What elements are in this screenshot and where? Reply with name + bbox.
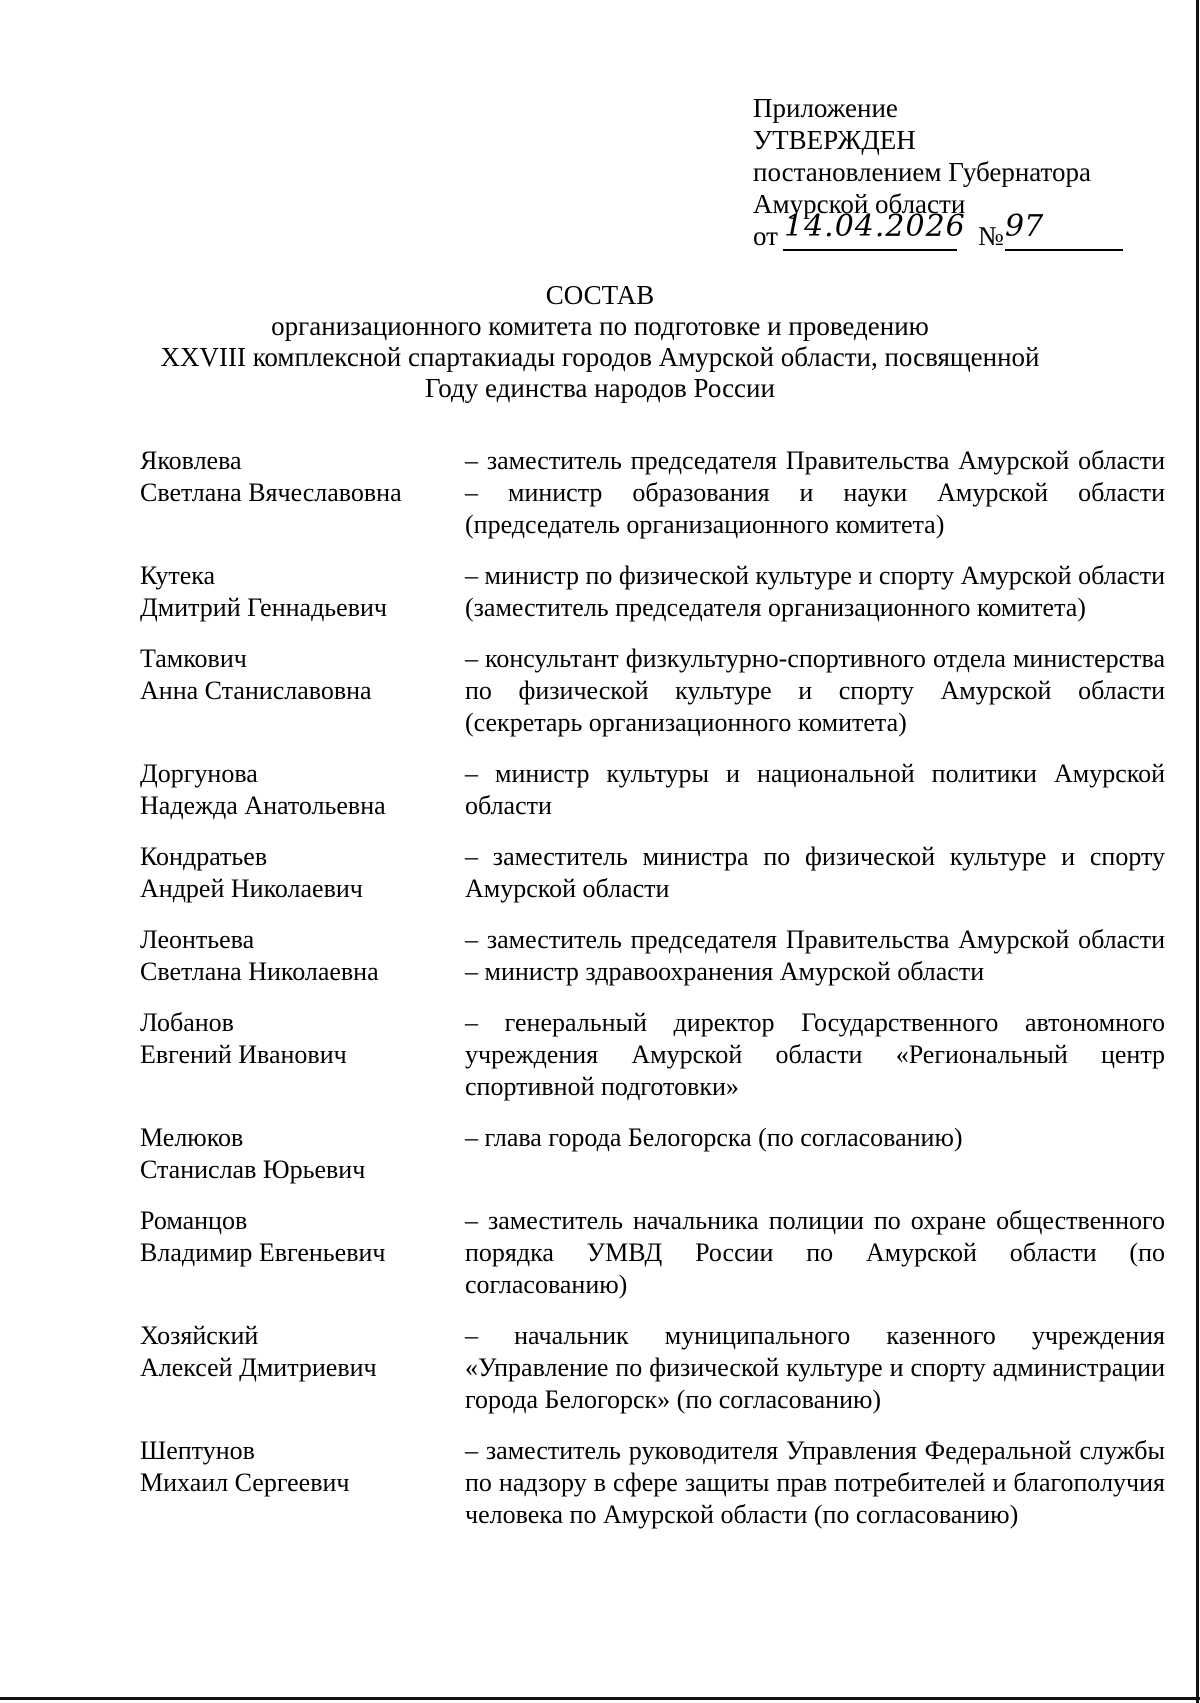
member-row: [140, 1435, 1170, 1531]
approval-block: [753, 92, 1133, 256]
approved-label: УТВЕРЖДЕН: [753, 125, 916, 155]
member-surname: Лобанов: [140, 1008, 234, 1037]
member-given-names: Евгений Иванович: [140, 1040, 347, 1069]
title-line-3: Году единства народов России: [425, 373, 775, 403]
region-label: Амурской области: [753, 189, 966, 219]
member-given-names: Дмитрий Геннадьевич: [140, 593, 387, 622]
member-name: [140, 1122, 465, 1186]
member-name: [140, 1007, 465, 1103]
member-given-names: Светлана Вячеславовна: [140, 478, 402, 507]
member-row: [140, 445, 1170, 541]
date-number-row: [753, 209, 1133, 256]
handwritten-number: 97: [1005, 209, 1044, 244]
number-underline: [1005, 249, 1123, 251]
member-role: – заместитель министра по физической культуре и спорту Амурской области: [465, 842, 1165, 903]
member-given-names: Андрей Николаевич: [140, 874, 363, 903]
member-name: [140, 643, 465, 739]
member-surname: Кутека: [140, 561, 216, 590]
member-surname: Доргунова: [140, 759, 258, 788]
document-title: [0, 280, 1200, 404]
title-line-2: XXVIII комплексной спартакиады городов Амурской области, посвященной: [160, 342, 1040, 372]
handwritten-date: 14.04.2026: [784, 209, 966, 244]
member-row: [140, 560, 1170, 624]
member-role: – заместитель председателя Правительства Амурской области – министр образования и науки Амурской области (председатель организационного комитета): [465, 446, 1165, 539]
member-row: [140, 1122, 1170, 1186]
member-row: [140, 758, 1170, 822]
member-row: [140, 1007, 1170, 1103]
member-name: [140, 445, 465, 541]
member-name: [140, 758, 465, 822]
member-given-names: Владимир Евгеньевич: [140, 1238, 386, 1267]
member-name: [140, 1435, 465, 1531]
member-name: [140, 1205, 465, 1301]
member-row: [140, 1205, 1170, 1301]
scan-border-right: [1196, 0, 1199, 1703]
member-row: [140, 924, 1170, 988]
member-name: [140, 560, 465, 624]
member-role: – консультант физкультурно-спортивного отдела министерства по физической культуре и спорту Амурской области (секретарь организационного комитета): [465, 644, 1165, 737]
member-surname: Романцов: [140, 1206, 248, 1235]
member-given-names: Михаил Сергеевич: [140, 1468, 350, 1497]
date-underline: [783, 249, 957, 251]
member-surname: Хозяйский: [140, 1321, 259, 1350]
scan-border-bottom: [0, 1697, 1200, 1700]
member-name: [140, 841, 465, 905]
member-row: [140, 643, 1170, 739]
member-surname: Яковлева: [140, 446, 242, 475]
member-surname: Кондратьев: [140, 842, 268, 871]
member-given-names: Анна Станиславовна: [140, 676, 372, 705]
member-role: – министр культуры и национальной политики Амурской области: [465, 759, 1165, 820]
member-role: – заместитель председателя Правительства Амурской области – министр здравоохранения Амурской области: [465, 925, 1165, 986]
member-surname: Мелюков: [140, 1123, 244, 1152]
member-name: [140, 924, 465, 988]
member-surname: Тамкович: [140, 644, 247, 673]
member-row: [140, 841, 1170, 905]
title-heading: СОСТАВ: [545, 280, 655, 310]
decree-label: постановлением Губернатора: [753, 157, 1091, 187]
members-list: [140, 445, 1170, 1550]
member-role: – глава города Белогорска (по согласованию): [465, 1123, 963, 1152]
member-role: – генеральный директор Государственного автономного учреждения Амурской области «Региональный центр спортивной подготовки»: [465, 1008, 1165, 1101]
appendix-label: Приложение: [753, 93, 898, 123]
member-role: – министр по физической культуре и спорту Амурской области (заместитель председателя организационного комитета): [465, 561, 1165, 622]
member-row: [140, 1320, 1170, 1416]
title-line-1: организационного комитета по подготовке и проведению: [271, 311, 929, 341]
member-name: [140, 1320, 465, 1416]
member-role: – заместитель руководителя Управления Федеральной службы по надзору в сфере защиты прав потребителей и благополучия человека по Амурской области (по согласованию): [465, 1436, 1165, 1529]
number-label: №: [978, 221, 1004, 251]
member-role: – начальник муниципального казенного учреждения «Управление по физической культуре и спорту администрации города Белогорск» (по согласованию): [465, 1321, 1165, 1414]
member-surname: Леонтьева: [140, 925, 255, 954]
member-given-names: Надежда Анатольевна: [140, 791, 386, 820]
date-prefix: от: [753, 221, 778, 251]
member-given-names: Светлана Николаевна: [140, 957, 379, 986]
member-given-names: Алексей Дмитриевич: [140, 1353, 377, 1382]
member-given-names: Станислав Юрьевич: [140, 1155, 366, 1184]
member-surname: Шептунов: [140, 1436, 255, 1465]
member-role: – заместитель начальника полиции по охране общественного порядка УМВД России по Амурской области (по согласованию): [465, 1206, 1165, 1299]
